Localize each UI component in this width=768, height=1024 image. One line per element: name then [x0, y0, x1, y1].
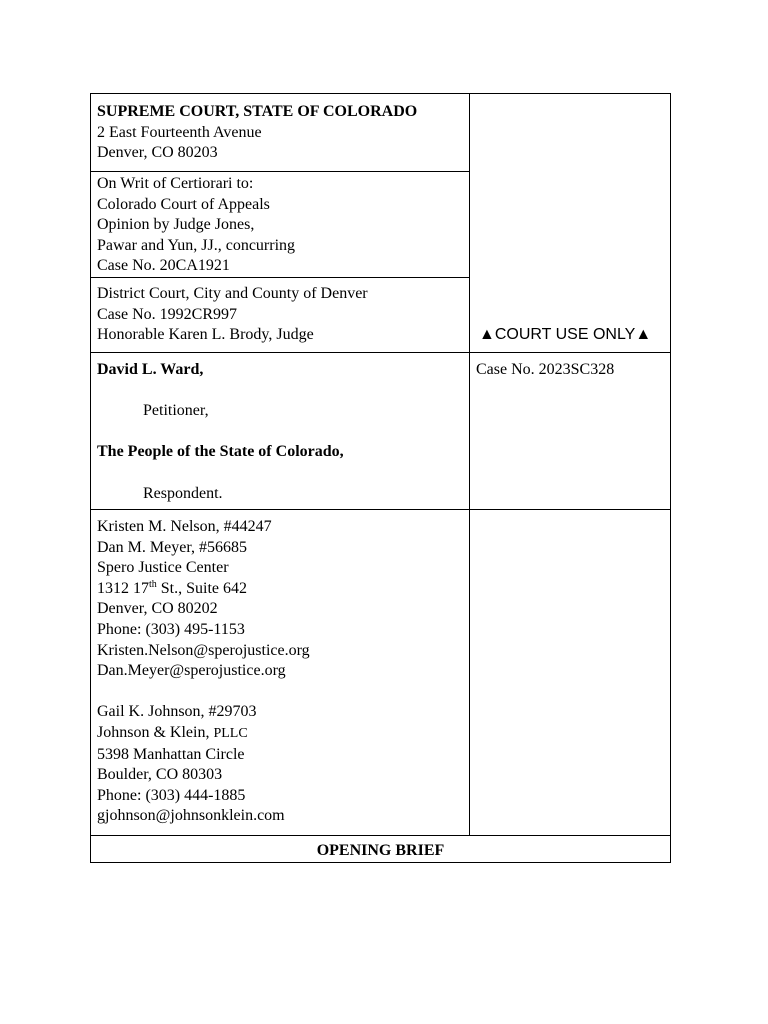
case-caption-box: [90, 93, 671, 863]
divider-counsel-title: [91, 835, 670, 836]
court-address-line1: 2 East Fourteenth Avenue: [97, 123, 262, 141]
counsel-org: Spero Justice Center: [97, 559, 229, 577]
respondent-role: Respondent.: [143, 484, 223, 502]
firm-phone: Phone: (303) 444-1885: [97, 786, 246, 804]
court-address-line2: Denver, CO 80203: [97, 144, 218, 162]
parties-block: [97, 360, 344, 504]
column-divider: [469, 94, 470, 835]
case-number-block: [476, 360, 614, 381]
respondent-name: The People of the State of Colorado,: [97, 443, 344, 461]
appeal-line2: Colorado Court of Appeals: [97, 195, 270, 213]
appeal-line3: Opinion by Judge Jones,: [97, 216, 255, 234]
email-meyer: Dan.Meyer@sperojustice.org: [97, 662, 286, 680]
attorney-johnson: Gail K. Johnson, #29703: [97, 703, 257, 721]
document-title: OPENING BRIEF: [316, 842, 445, 859]
district-line3: Honorable Karen L. Brody, Judge: [97, 326, 314, 344]
attorney-meyer: Dan M. Meyer, #56685: [97, 538, 247, 556]
appeal-line4: Pawar and Yun, JJ., concurring: [97, 236, 296, 254]
attorney-nelson: Kristen M. Nelson, #44247: [97, 518, 272, 535]
email-nelson: Kristen.Nelson@sperojustice.org: [97, 641, 310, 659]
appeal-line1: On Writ of Certiorari to:: [97, 175, 254, 192]
petitioner-name: David L. Ward,: [97, 361, 204, 378]
district-block: [97, 284, 368, 346]
counsel-phone: Phone: (303) 495-1153: [97, 620, 245, 638]
district-line2: Case No. 1992CR997: [97, 305, 237, 323]
counsel-city: Denver, CO 80202: [97, 600, 218, 618]
court-use-only-label: COURT USE ONLY: [494, 326, 636, 343]
court-use-only: [479, 325, 651, 346]
case-number: Case No. 2023SC328: [476, 361, 615, 378]
appeal-line5: Case No. 20CA1921: [97, 257, 230, 275]
divider-appeal-district: [91, 277, 469, 278]
firm-name: Johnson & Klein, PLLC: [97, 723, 248, 741]
divider-parties-counsel: [91, 509, 670, 510]
petitioner-role: Petitioner,: [143, 402, 209, 420]
triangle-up-icon: ▲: [635, 326, 652, 343]
divider-court-appeal: [91, 171, 469, 172]
court-name: SUPREME COURT, STATE OF COLORADO: [97, 103, 418, 120]
district-line1: District Court, City and County of Denver: [97, 285, 368, 302]
triangle-up-icon: ▲: [479, 326, 495, 343]
appeal-block: [97, 174, 295, 277]
firm-city: Boulder, CO 80303: [97, 766, 223, 784]
firm-street: 5398 Manhattan Circle: [97, 745, 245, 763]
firm-email: gjohnson@johnsonklein.com: [97, 807, 285, 825]
divider-header-parties: [91, 352, 670, 353]
court-block: [97, 102, 417, 164]
counsel-block: [97, 517, 310, 827]
counsel-street: 1312 17th St., Suite 642: [97, 578, 248, 597]
